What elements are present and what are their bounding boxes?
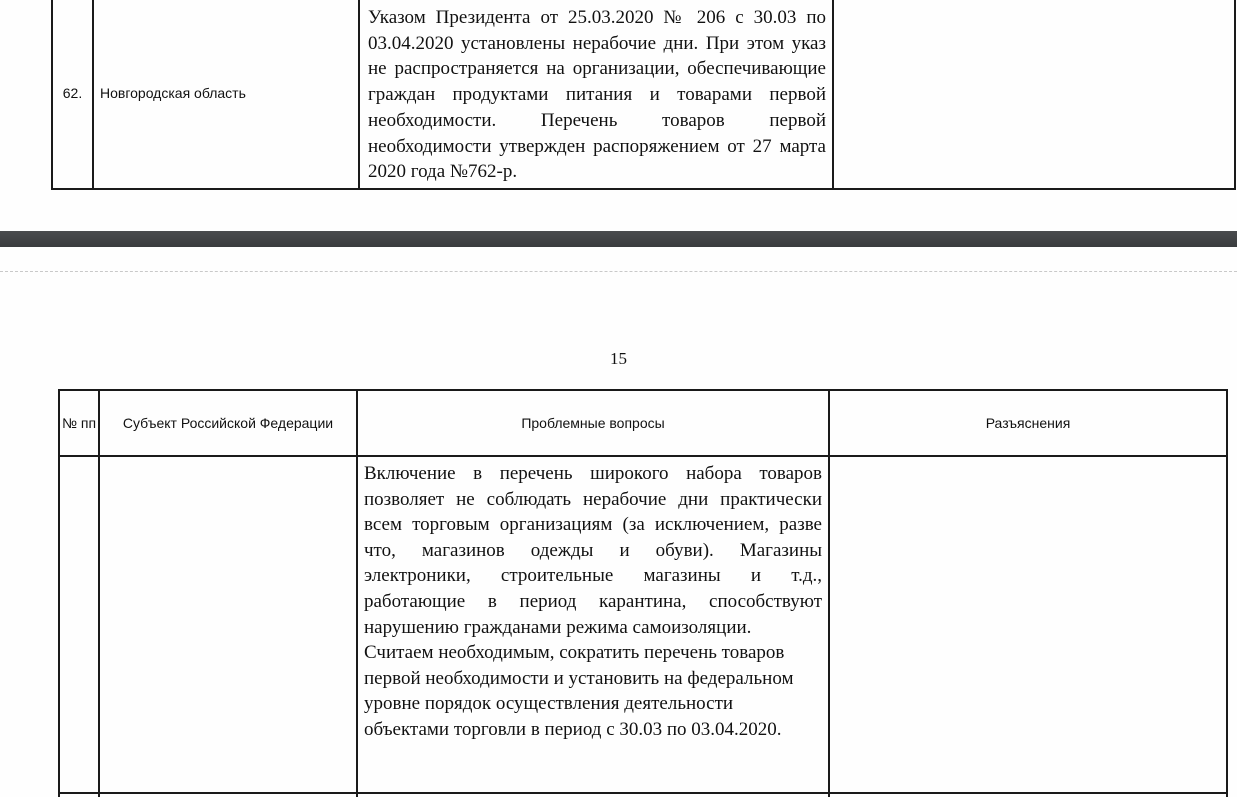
next-row-number <box>59 793 99 797</box>
table-row <box>59 456 1227 793</box>
region-name <box>99 456 357 793</box>
table-row-next-partial <box>59 793 1227 797</box>
regions-table-top <box>51 0 1236 190</box>
explanation-cell <box>833 0 1235 189</box>
regions-table <box>58 389 1228 797</box>
region-name: Новгородская область <box>93 0 359 189</box>
table-header-row <box>59 390 1227 456</box>
header-explanations: Разъяснения <box>829 390 1227 456</box>
row-number: 62. <box>52 0 93 189</box>
table-row <box>52 0 1235 189</box>
header-region: Субъект Российской Федерации <box>99 390 357 456</box>
issue-cell <box>359 0 833 189</box>
next-row-region <box>99 793 357 797</box>
explanation-cell <box>829 456 1227 793</box>
document-page-top <box>0 0 1237 231</box>
issue-paragraph-2: Считаем необходимым, сократить перечень товаров первой необходимости и установить на федеральном уровне порядок осуществления деятельности объектами торговли в период с 30.03 по 03.04.2020. <box>364 642 794 740</box>
header-issues: Проблемные вопросы <box>357 390 829 456</box>
issue-text <box>364 461 822 743</box>
issue-text: Указом Президента от 25.03.2020 № 206 с 30.03 по 03.04.2020 установлены нерабочие дни. При этом указ не распространяется на организации, обеспечивающие граждан продуктами питания и товарами первой необходимости. Перечень товаров первой необходимости утвержден распоряжением от 27 марта 2020 года №762-р. <box>368 6 826 183</box>
next-row-explanation <box>829 793 1227 797</box>
scan-artifact-line <box>0 271 1237 273</box>
row-number <box>59 456 99 793</box>
document-page-bottom <box>0 247 1237 797</box>
issue-cell <box>357 456 829 793</box>
header-number: № пп <box>59 390 99 456</box>
next-row-issue <box>357 793 829 797</box>
issue-paragraph-1: Включение в перечень широкого набора товаров позволяет не соблюдать нерабочие дни практически всем торговым организациям (за исключением, разве что, магазинов одежды и обуви). Магазины электроники, строительные магазины и т.д., работающие в период карантина, способствуют нарушению гражданами режима самоизоляции. <box>364 463 822 638</box>
page-number: 15 <box>610 349 627 368</box>
page-divider <box>0 231 1237 247</box>
